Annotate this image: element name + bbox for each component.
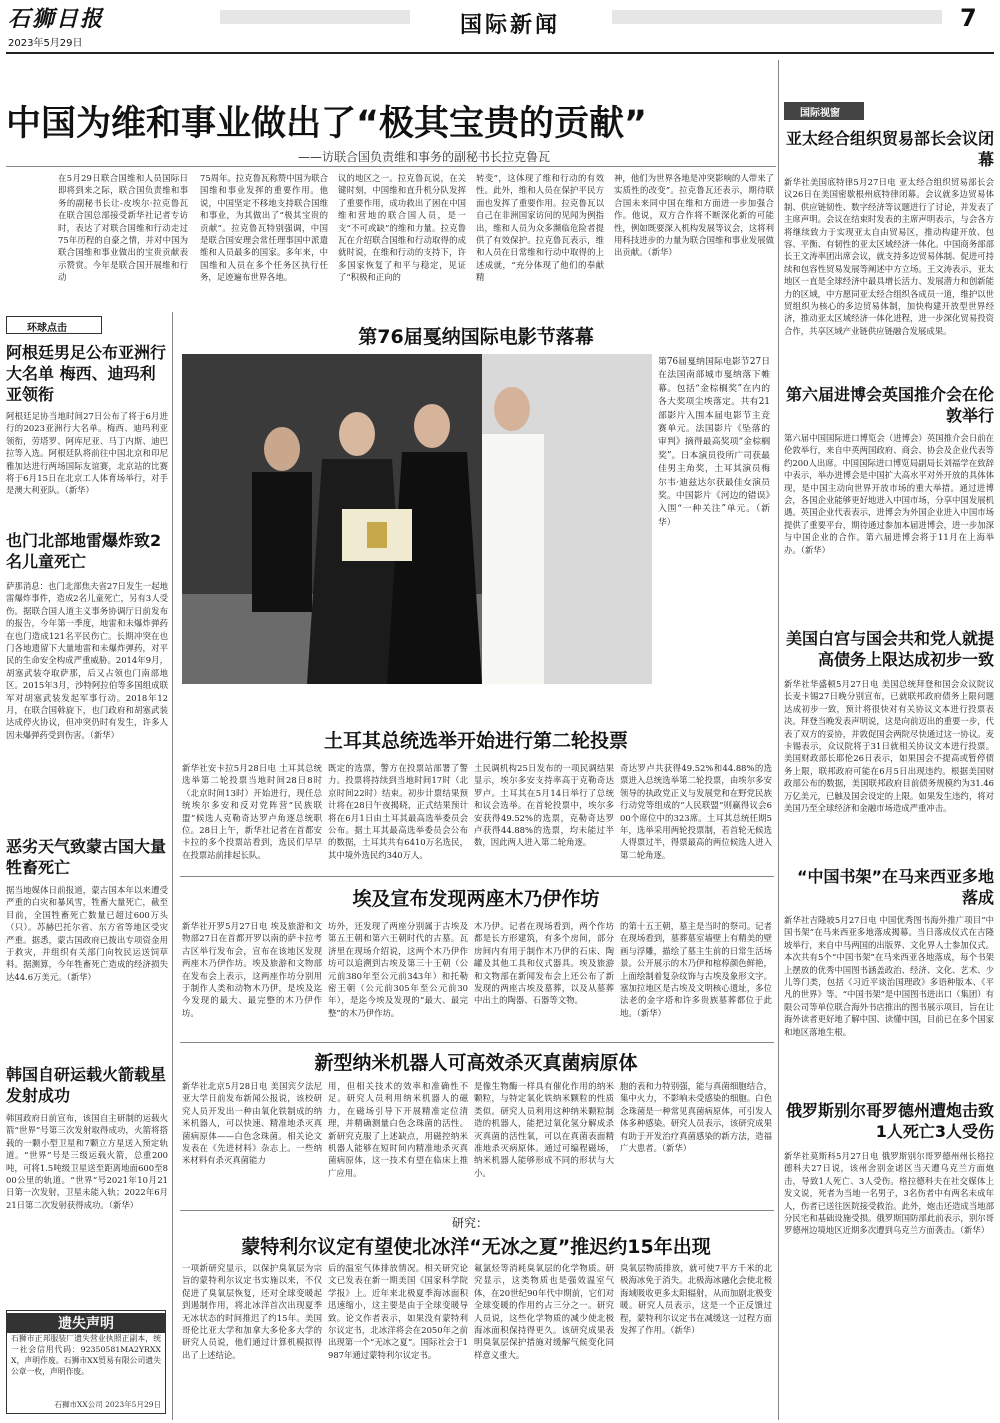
right-story-5-headline: 俄罗斯别尔哥罗德州遭炮击致1人死亡3人受伤 bbox=[785, 1101, 994, 1141]
nano-column-4: 胞的表和力特别强，能与真菌细胞结合，集中火力，不影响未受感染的细胞。白色念珠菌是一种常见真菌病原体，可引发人体多种感染。研究人员表示，该研究成果有助于开发治疗真菌感染的新方法，造福广大患者。（新华） bbox=[620, 1081, 772, 1154]
arctic-column-3: 氟氯烃等消耗臭氧层的化学物质。研究显示，这类物质也是强效温室气体，在20世纪90年代中期前，它们对全球变暖的作用约占三分之一。研究人员说，这些化学物质的减少使北极海冰面积保持得更久。该研究成果表明臭氧层保护措施对缓解气候变化同样意义重大。 bbox=[474, 1263, 614, 1360]
left-column-divider bbox=[172, 312, 173, 1420]
right-story-2-body: 第六届中国国际进口博览会（进博会）英国推介会日前在伦敦举行，来自中英两国政府、商会、协会及企业代表等约200人出席。中国国际进口博览局副局长刘福学在致辞中表示，举办进博会是中国扩大高水平对外开放的具体体现，是中国主动向世界开放市场的重大举措。通过进博会，各国企业能够更好地进入中国市场，分享中国发展机遇。英国企业代表表示，进博会为外国企业进入中国市场提供了重要平台，期待通过参加本届进博会，进一步加深与中国企业的合作。第六届进博会将于11月在上海举办。（新华） bbox=[784, 433, 994, 555]
turkey-headline: 土耳其总统选举开始进行第二轮投票 bbox=[323, 730, 628, 752]
huanqiu-label: 环球点击 bbox=[27, 323, 67, 334]
left-story-3-headline: 恶劣天气致蒙古国大量牲畜死亡 bbox=[6, 837, 167, 877]
right-story-5-body: 新华社莫斯科5月27日电 俄罗斯别尔哥罗德州州长格拉德科夫27日说，该州舍别金诺区当天遭乌克兰方面炮击，导致1人死亡、3人受伤。格拉德科夫在社交媒体上发文说，死者为当地一名男子，3名伤者中有两名未成年人，伤者已送往医院接受救治。此外，炮击还造成当地部分民宅和基础设施受损。俄罗斯国防部此前表示，别尔哥罗德州边境地区近期多次遭到乌克兰方面袭击。（新华） bbox=[784, 1151, 994, 1236]
masthead bbox=[0, 0, 1000, 56]
left-story-4-headline: 韩国自研运载火箭载星发射成功 bbox=[6, 1065, 167, 1105]
cannes-photo-illustration bbox=[182, 354, 652, 684]
issue-date: 2023年5月29日 bbox=[8, 38, 83, 49]
cannes-headline: 第76届戛纳国际电影节落幕 bbox=[358, 326, 594, 348]
right-story-3-headline: 美国白宫与国会共和党人就提高债务上限达成初步一致 bbox=[785, 629, 994, 669]
arctic-column-1: 一项新研究显示，以保护臭氧层为宗旨的蒙特利尔议定书实施以来，不仅促进了臭氧层恢复，还对全球变暖起到遏制作用，将北冰洋首次出现夏季无冰状态的时间推迟了约15年。美国哥伦比亚大学和加拿大多伦多大学的研究人员说，他们通过计算机模拟得出了上述结论。 bbox=[182, 1263, 322, 1360]
page-number: 7 bbox=[960, 4, 977, 32]
lead-column-5: 神，他们为世界各地是冲突影响的人带来了实质性的改变”。拉克鲁瓦还表示，期待联合国未来同中国在维和方面进一步加强合作。他说，双方合作将不断深化新的可能性，例如既要深入机构发展等议会，这将利用科技进步的力量为联合国维和事业发展做出贡献。（新华） bbox=[614, 173, 774, 258]
left-story-2-headline: 也门北部地雷爆炸致2名儿童死亡 bbox=[6, 531, 162, 571]
arctic-headline: 蒙特利尔议定有望使北冰洋“无冰之夏”推迟约15年出现 bbox=[241, 1236, 711, 1258]
nano-column-1: 新华社北京5月28日电 美国宾夕法尼亚大学日前发布新闻公报说，该校研究人员开发出一种由氧化铁制成的纳米机器人，可以快速、精准地杀灭真菌病原体——白色念珠菌。相关论文发表在《先进材料》杂志上。一些纳米材料有杀灭真菌能力 bbox=[182, 1081, 322, 1166]
turkey-rule bbox=[180, 876, 774, 877]
masthead-rule bbox=[6, 52, 994, 54]
lead-top-rule bbox=[6, 166, 776, 167]
arctic-column-4: 臭氧层物质排放，就可使7平方千米的北极海冰免于消失。北极海冰融化会使北极海域吸收更多太阳辐射，从而加剧北极变暖。研究人员表示，这是一个正反馈过程，蒙特利尔议定书在减缓这一过程方面发挥了作用。（新华） bbox=[620, 1263, 772, 1336]
left-story-4-body: 韩国政府日前宣布，该国自主研制的运载火箭“世界”号第三次发射取得成功，火箭将搭载的一颗小型卫星和7颗立方星送入预定轨道。“世界”号是三级运载火箭，总重200吨，可将1.5吨级卫星送至距离地面600至800公里的轨道。“世界”号2021年10月21日第一次发射，卫星未能入轨；2022年6月21日第二次发射获得成功。（新华） bbox=[6, 1113, 168, 1210]
right-column-tag-label: 国际视窗 bbox=[800, 108, 840, 119]
lead-subhead: ——访联合国负责维和事务的副秘书长拉克鲁瓦 bbox=[298, 150, 551, 164]
notice-title: 遗失声明 bbox=[7, 1313, 165, 1333]
section-left-bar bbox=[220, 10, 410, 24]
left-story-3-body: 据当地媒体日前报道，蒙古国本年以来遭受严重的白灾和暴风雪，牲畜大量死亡，截至目前，全国牲畜死亡数量已超过600万头（只）。苏赫巴托尔省、东方省等地区受灾严重。据悉，蒙古国政府已拨出专项资金用于救灾，并组织有关部门向牧民运送饲草料。据测算，今年牲畜死亡造成的经济损失达44.6万美元。（新华） bbox=[6, 885, 168, 982]
lead-column-2: 75周年。拉克鲁瓦称赞中国为联合国维和事业发挥的重要作用。他说，中国坚定不移地支持联合国维和事业，为其做出了“极其宝贵的贡献”。拉克鲁瓦特别强调，中国是联合国安理会常任理事国中派遣维和人员最多的国家。多年来，中国维和人员在多个任务区执行任务，足迹遍布世界各地。 bbox=[200, 173, 328, 283]
right-column-divider bbox=[778, 60, 779, 1420]
turkey-column-1: 新华社安卡拉5月28日电 土耳其总统选举第二轮投票当地时间28日8时（北京时间13时）开始进行，现任总统埃尔多安和反对党阵营“民族联盟”候选人克勒奇达罗卢角逐总统职位。28日上午，新华社记者在首都安卡拉的多个投票站看到，选民们早早在投票站前排起长队。 bbox=[182, 763, 322, 860]
egypt-headline: 埃及宣布发现两座木乃伊作坊 bbox=[352, 888, 600, 910]
paper-name: 石狮日报 bbox=[8, 6, 105, 32]
section-title: 国际新闻 bbox=[459, 13, 560, 38]
egypt-column-4: 的第十五王朝，墓主是当时的祭司。记者在现场看到，墓葬墓室墙壁上有精美的壁画与浮雕，描绘了墓主生前的日常生活场景。公开展示的木乃伊和棺椁颜色鲜艳，上面绘制着复杂纹饰与古埃及象形文字。塞加拉地区是古埃及文明核心遗址，多位法老的金字塔和许多贵族墓葬都位于此地。（新华） bbox=[620, 921, 772, 1018]
right-story-1-headline: 亚太经合组织贸易部长会议闭幕 bbox=[785, 129, 994, 169]
nano-rule bbox=[180, 1210, 774, 1211]
right-story-4-body: 新华社吉隆坡5月27日电 中国优秀图书海外推广项目“中国书架”在马来西亚多地落成揭幕。当日落成仪式在吉隆坡举行，来自中马两国的出版界、文化界人士参加仪式。本次共有5个“中国书架”在马来西亚各地落成，每个书架上摆放的优秀中国图书涵盖政治、经济、文化、艺术、少儿等门类，包括《习近平谈治国理政》多语种版本、《平凡的世界》等。“中国书架”是中国图书进出口（集团）有限公司等单位联合海外书店推出的图书展示项目，旨在让海外读者更好地了解中国、读懂中国，目前已在多个国家和地区落地生根。 bbox=[784, 915, 994, 1037]
turkey-column-4: 奇达罗卢共获得49.52%和44.88%的选票进入总统选举第二轮投票，由埃尔多安领导的执政党正义与发展党和在野党民族行动党等组成的“人民联盟”则赢得议会600个席位中的323席。土耳其总统任期5年，选举采用两轮投票制，若首轮无候选人得票过半，得票最高的两位候选人进入第二轮角逐。 bbox=[620, 763, 772, 860]
lead-headline: 中国为维和事业做出了“极其宝贵的贡献” bbox=[6, 104, 648, 144]
huanqiu-tag bbox=[6, 316, 102, 334]
turkey-column-3: 土民调机构25日发布的一项民调结果显示，埃尔多安支持率高于克勒奇达罗卢。土耳其在5月14日举行了总统和议会选举。在首轮投票中，埃尔多安获得49.52%的选票，克勒奇达罗卢获得44.88%的选票，均未能过半数，因此两人进入第二轮角逐。 bbox=[474, 763, 614, 848]
lead-column-4: 转变”，这体现了维和行动的有效性。此外，维和人员在保护平民方面也发挥了重要作用。拉克鲁瓦以自己在非洲国家访问的见闻为例指出，维和人员为众多濒临危险者提供了有效保护。拉克鲁瓦表示，维和人员在日常维和行动中取得的上述成就，“充分体现了他们的奉献精 bbox=[476, 173, 604, 283]
right-story-4-headline: “中国书架”在马来西亚多地落成 bbox=[796, 867, 994, 907]
egypt-column-2: 坊外，还发现了两座分别属于古埃及第五王朝和第六王朝时代的古墓。瓦济里在现场介绍说，这两个木乃伊作坊可以追溯到古埃及第三十王朝（公元前380年至公元前343年）和托勒密王朝（公元前305年至公元前30年），是迄今埃及发现的“最大、最完整”的木乃伊作坊。 bbox=[328, 921, 468, 1018]
egypt-column-1: 新华社开罗5月27日电 埃及旅游和文物部27日在首都开罗以南的萨卡拉考古区举行发布会，宣布在该地区发现两座木乃伊作坊。埃及旅游和文物部在发布会上表示，这两座作坊分别用于制作人类和动物木乃伊，是埃及迄今发现的最大、最完整的木乃伊作坊。 bbox=[182, 921, 322, 1018]
cannes-photo bbox=[182, 354, 652, 684]
cannes-caption: 第76届戛纳国际电影节27日在法国南部城市戛纳落下帷幕。包括“金棕榈奖”在内的各大奖项尘埃落定。共有21部影片入围本届电影节主竞赛单元。法国影片《坠落的审判》摘得最高奖项“金棕榈奖”。日本演员役所广司获最佳男主角奖，土耳其演员梅尔韦·迪兹达尔获最佳女演员奖。中国影片《河边的错误》入围“一种关注”单元。（新华） bbox=[658, 357, 770, 528]
nano-column-3: 是像生物酶一样具有催化作用的纳米颗粒，与特定氧化铁纳米颗粒的性质类似。研究人员利用这种纳米颗粒制造的机器人，能把过氧化氢分解成杀灭真菌的活性氧，可以在真菌表面精准地杀灭病原体。通过可编程磁场，纳米机器人能够形成不同的形状与大小。 bbox=[474, 1081, 614, 1178]
notice-box bbox=[6, 1310, 166, 1414]
section-right-bar bbox=[612, 10, 942, 24]
notice-body: 石狮市正邦服装厂遗失营业执照正副本，统一社会信用代码：92350581MA2YRXXX，声明作废。石狮市XX贸易有限公司遗失公章一枚，声明作废。 bbox=[11, 1334, 161, 1376]
left-story-1-body: 阿根廷足协当地时间27日公布了将于6月进行的2023亚洲行大名单。梅西、迪玛利亚领衔，劳塔罗、阿库尼亚、马丁内斯、迪巴拉等入选。阿根廷队将前往中国北京和印尼雅加达进行两场国际友谊赛，北京站的比赛将于6月15日在北京工人体育场举行，对手是澳大利亚队。（新华） bbox=[6, 411, 168, 496]
left-story-2-body: 萨那消息：也门北部焦夫省27日发生一起地雷爆炸事件，造成2名儿童死亡，另有3人受伤。据联合国人道主义事务协调厅日前发布的报告，今年第一季度，地雷和未爆炸弹药在也门造成121名平民伤亡。长期冲突在也门各地遗留下大量地雷和未爆炸弹药，对平民的生命安全构成严重威胁。2014年9月，胡塞武装夺取萨那，后又占领也门南部地区。2015年3月，沙特阿拉伯等多国组成联军对胡塞武装发起军事行动。2018年12月，在联合国斡旋下，也门政府和胡塞武装达成停火协议，但冲突仍时有发生，许多人因未爆弹药受到伤害。（新华） bbox=[6, 581, 168, 740]
arctic-column-2: 后的温室气体排放情况。相关研究论文已发表在新一期美国《国家科学院学报》上。近年来北极夏季海冰面积迅速缩小，这主要是由于全球变暖导致。论文作者表示，如果没有蒙特利尔议定书，北冰洋将会在2050年之前出现第一个“无冰之夏”。国际社会于1987年通过蒙特利尔议定书。 bbox=[328, 1263, 468, 1360]
arctic-kicker: 研究： bbox=[452, 1216, 489, 1230]
right-story-3-body: 新华社华盛顿5月27日电 美国总统拜登和国会众议院议长麦卡锡27日晚分别宣布，已就联邦政府债务上限问题达成初步一致，预计将很快对有关协议文本进行投票表决。拜登当晚发表声明说，这是向前迈出的重要一步，代表了双方的妥协，并敦促国会两院尽快通过这一协议。麦卡锡表示，众议院将于31日就相关协议文本进行投票。美国财政部长耶伦26日表示，如果国会不提高或暂停债务上限，联邦政府可能在6月5日出现违约。根据美国财政部公布的数据，美国联邦政府目前债务规模约为31.46万亿美元，已触及国会设定的上限。如果发生违约，将对美国乃至全球经济和金融市场造成严重冲击。 bbox=[784, 679, 994, 814]
right-story-1-body: 新华社美国底特律5月27日电 亚太经合组织贸易部长会议26日在美国密歇根州底特律闭幕。会议就多边贸易体制、供应链韧性、数字经济等议题进行了讨论，并发表了主席声明。会议在结束时发表的主席声明表示，与会各方将继续致力于实现亚太自由贸易区，推动构建开放、包容、平衡、有韧性的亚太区域经济一体化。中国商务部部长王文涛率团出席会议，就支持多边贸易体制、促进可持续和包容性贸易发展等阐述中方立场。王文涛表示，亚太地区一直是全球经济中最具增长活力、发展潜力和创新能力的区域，中方愿同亚太经合组织各成员一道，维护以世贸组织为核心的多边贸易体制，加快构建开放型世界经济，推动亚太区域经济一体化进程，进一步深化贸易投资合作，共享区域产业链供应链融合发展成果。 bbox=[784, 177, 994, 336]
notice-footer: 石狮市XX公司 2023年5月29日 bbox=[54, 1400, 161, 1409]
lead-column-1: 在5月29日联合国维和人员国际日即将到来之际，联合国负责维和事务的副秘书长让-皮埃尔·拉克鲁瓦在联合国总部接受新华社记者专访时，表达了对联合国维和行动走过75年历程的自豪之情，并对中国为联合国维和事业做出的宝贵贡献表示赞赏。今年是联合国开展维和行动 bbox=[58, 173, 188, 283]
nano-column-2: 用，但相关技术的效率和准确性不足。研究人员利用纳米机器人的磁力，在磁场引导下开展精准定位清理，并精确测量白色念珠菌的活性。新研究克服了上述缺点，用磁控纳米机器人能够在短时间内精准地杀灭真菌病原体，这一技术有望在临床上推广应用。 bbox=[328, 1081, 468, 1178]
egypt-rule bbox=[180, 1042, 774, 1043]
left-story-1-headline: 阿根廷男足公布亚洲行大名单 梅西、迪玛利亚领衔 bbox=[6, 343, 167, 404]
lead-column-3: 议的地区之一。拉克鲁瓦说，在关键时刻，中国维和直升机分队发挥了重要作用，成功救出了困在中国维和营地的联合国人员，是一支“不可或缺”的维和力量。拉克鲁瓦在介绍联合国维和行动取得的成就时说，在维和行动的支持下，许多国家恢复了和平与稳定，见证了“积极和正向的 bbox=[338, 173, 466, 283]
right-story-2-headline: 第六届进博会英国推介会在伦敦举行 bbox=[785, 385, 994, 425]
egypt-column-3: 木乃伊。记者在现场看到，两个作坊都是长方形建筑，有多个房间，部分房间内有用于制作木乃伊的石床、陶罐及其他工具和仪式器具。埃及旅游和文物部在新闻发布会上还公布了新发现的两座古埃及墓葬，以及从墓葬中出土的陶器、石器等文物。 bbox=[474, 921, 614, 1006]
turkey-column-2: 既定的选票，警方在投票站部署了警力。投票将持续到当地时间17时（北京时间22时）结束。初步计票结果预计将在28日午夜揭晓，正式结果预计将在6月1日由土耳其最高选举委员会公布。据土耳其最高选举委员会公布的数据，土耳其共有6410万名选民，其中境外选民约340万人。 bbox=[328, 763, 468, 860]
nano-headline: 新型纳米机器人可高效杀灭真菌病原体 bbox=[314, 1052, 638, 1074]
right-column-tag bbox=[784, 102, 864, 120]
